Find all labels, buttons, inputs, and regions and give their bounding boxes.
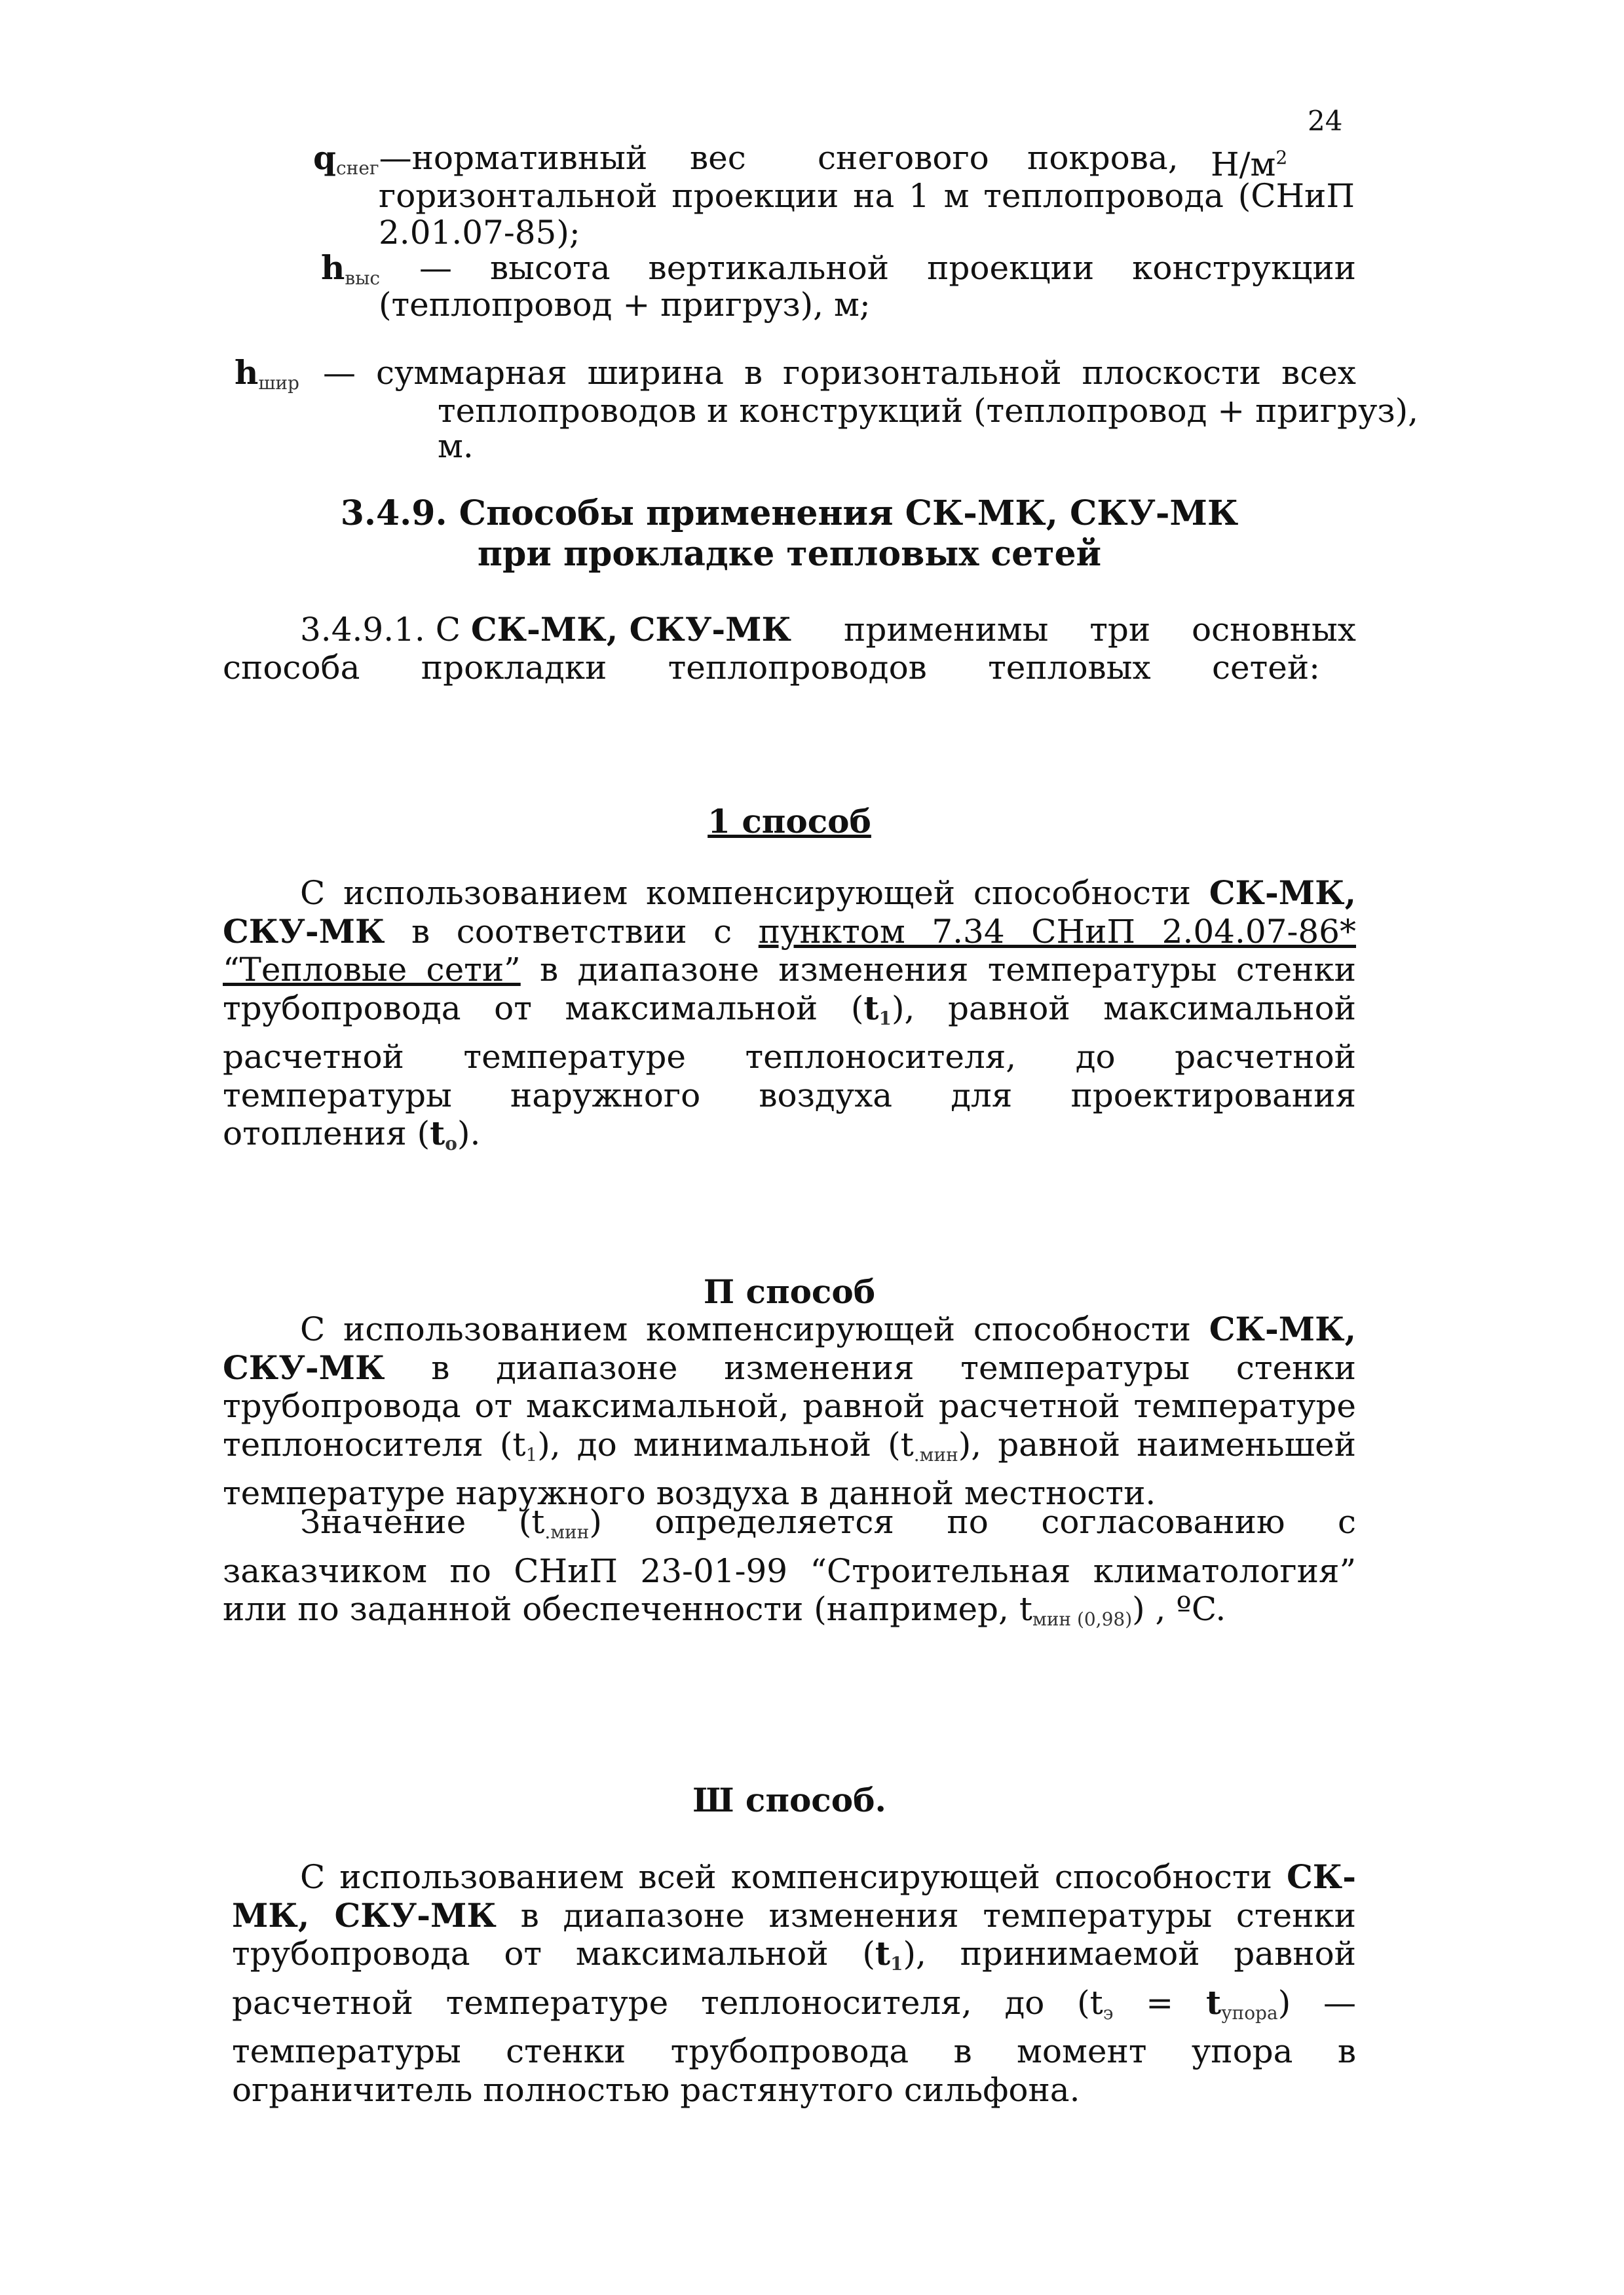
- def-q-sup: 2: [1275, 147, 1288, 168]
- m3-text2: в диапазоне изменения температуры стенки трубопровода от максимальной (: [232, 1896, 1356, 1973]
- m1-bold2: СКУ-МК: [223, 911, 385, 951]
- intro-line1: [300, 611, 1356, 649]
- m1-text4: ), равной максимальной расчетной температуре теплоносителя, до расчетной температуры наружного воздуха для проектирования отопления (: [223, 989, 1357, 1152]
- m2-text4: ), равной наименьшей температуре наружного воздуха в данной местности.: [223, 1425, 1357, 1512]
- m3-tu-sub: упора: [1221, 2001, 1278, 2024]
- m2-p2-sub2: мин (0,98): [1032, 1608, 1133, 1630]
- m2-p2-text1: Значение (t: [300, 1503, 545, 1541]
- m3-bold1: СК-МК, СКУ-МК: [232, 1857, 1356, 1935]
- method1-title: 1 способ: [708, 802, 871, 841]
- m3-t1-sub: 1: [890, 1953, 903, 1975]
- m3-tu-symbol: t: [1205, 1982, 1222, 2022]
- m2-p2-text2: ) определяется по согласованию с заказчиком по СНиП 23-01-99 “Строительная климатология” или по заданной обеспеченности (например, t: [223, 1503, 1356, 1628]
- def-hshir-text: — суммарная ширина в горизонтальной плоскости всех: [323, 354, 1356, 392]
- intro-bold: СК-МК, СКУ-МК: [470, 610, 792, 649]
- m3-text1: С использованием всей компенсирующей способности: [300, 1858, 1272, 1896]
- section-title-line1: 3.4.9. Способы применения СК-МК, СКУ-МК: [340, 493, 1239, 533]
- m2-text2: в диапазоне изменения температуры стенки трубопровода от максимальной, равной расчетной температуре теплоносителя (t: [223, 1348, 1356, 1464]
- symbol-h-vys: h: [321, 248, 345, 287]
- def-q-unit: Н/м: [1211, 145, 1276, 183]
- m2-p2-sub1: .мин: [544, 1521, 590, 1543]
- def-q-line2: горизонтальной проекции на 1 м теплопровода (СНиП: [379, 177, 1355, 215]
- m1-text3: в диапазоне изменения температуры стенки трубопровода от максимальной (: [223, 951, 1356, 1027]
- def-q-text-d: покрова,: [1027, 139, 1179, 177]
- def-hshir-line3: м.: [438, 427, 474, 465]
- symbol-q: q: [313, 138, 336, 177]
- m2-sub1: 1: [525, 1443, 538, 1466]
- m1-to-symbol: t: [430, 1114, 445, 1152]
- m2-bold1: СК-МК,: [1209, 1310, 1356, 1348]
- method3-title: Ш способ.: [692, 1781, 886, 1819]
- m2-text1: С использованием компенсирующей способности: [300, 1310, 1191, 1348]
- m1-bold1: СК-МК,: [1209, 873, 1356, 912]
- intro-rest: применимы три основных: [844, 611, 1356, 649]
- m1-text5: ).: [457, 1114, 481, 1152]
- method2-paragraph1: [223, 1310, 1356, 1513]
- m3-text3: ), принимаемой равной расчетной температуре теплоносителя, до (t: [232, 1935, 1356, 2022]
- def-hvys-text: — высота вертикальной проекции конструкции: [419, 249, 1356, 287]
- def-q-line3: 2.01.07-85);: [379, 214, 580, 252]
- subscript-vys: выс: [345, 267, 381, 289]
- m3-t1-symbol: t: [875, 1934, 890, 1973]
- def-q-text-b: вес: [690, 139, 746, 177]
- method1-paragraph: [223, 874, 1356, 1164]
- def-q-text-a: —нормативный: [379, 139, 648, 177]
- symbol-h-shir: h: [235, 353, 259, 392]
- m1-to-sub: o: [445, 1133, 457, 1154]
- subscript-shir: шир: [258, 372, 299, 394]
- def-q-text-c: снегового: [818, 139, 989, 177]
- section-title-line2: при прокладке тепловых сетей: [477, 534, 1102, 574]
- m2-p2-text3: ) , ºC.: [1132, 1590, 1226, 1628]
- m3-equals: =: [1113, 1983, 1206, 2022]
- m1-text2: в соответствии с: [411, 912, 732, 951]
- m1-snip-reference: пунктом 7.34 СНиП 2.04.07-86* “Тепловые сети”: [223, 912, 1356, 989]
- m2-text3: ), до минимальной (t: [537, 1425, 914, 1464]
- m3-text4: ) — температуры стенки трубопровода в момент упора в ограничитель полностью растянутого сильфона.: [232, 1983, 1356, 2109]
- method3-paragraph: [232, 1858, 1356, 2109]
- method2-paragraph2: [223, 1503, 1356, 1639]
- m3-sub-e: э: [1103, 2001, 1114, 2024]
- m2-sub2: .мин: [913, 1443, 958, 1466]
- page-number: 24: [1308, 105, 1343, 137]
- m1-t1-sub: 1: [878, 1007, 892, 1029]
- m1-t1-symbol: t: [863, 988, 879, 1027]
- def-hvys-line2: (теплопровод + пригруз), м;: [379, 286, 871, 324]
- def-hshir-line2: теплопроводов и конструкций (теплопровод + пригруз),: [438, 392, 1419, 430]
- m2-bold2: СКУ-МК: [223, 1348, 385, 1387]
- subscript-sneg: снег: [335, 157, 379, 179]
- intro-line2: способа прокладки теплопроводов тепловых сетей:: [223, 649, 1320, 687]
- intro-num: 3.4.9.1. С: [300, 611, 461, 649]
- m1-text1: С использованием компенсирующей способности: [300, 874, 1191, 912]
- method2-title: П способ: [703, 1272, 876, 1311]
